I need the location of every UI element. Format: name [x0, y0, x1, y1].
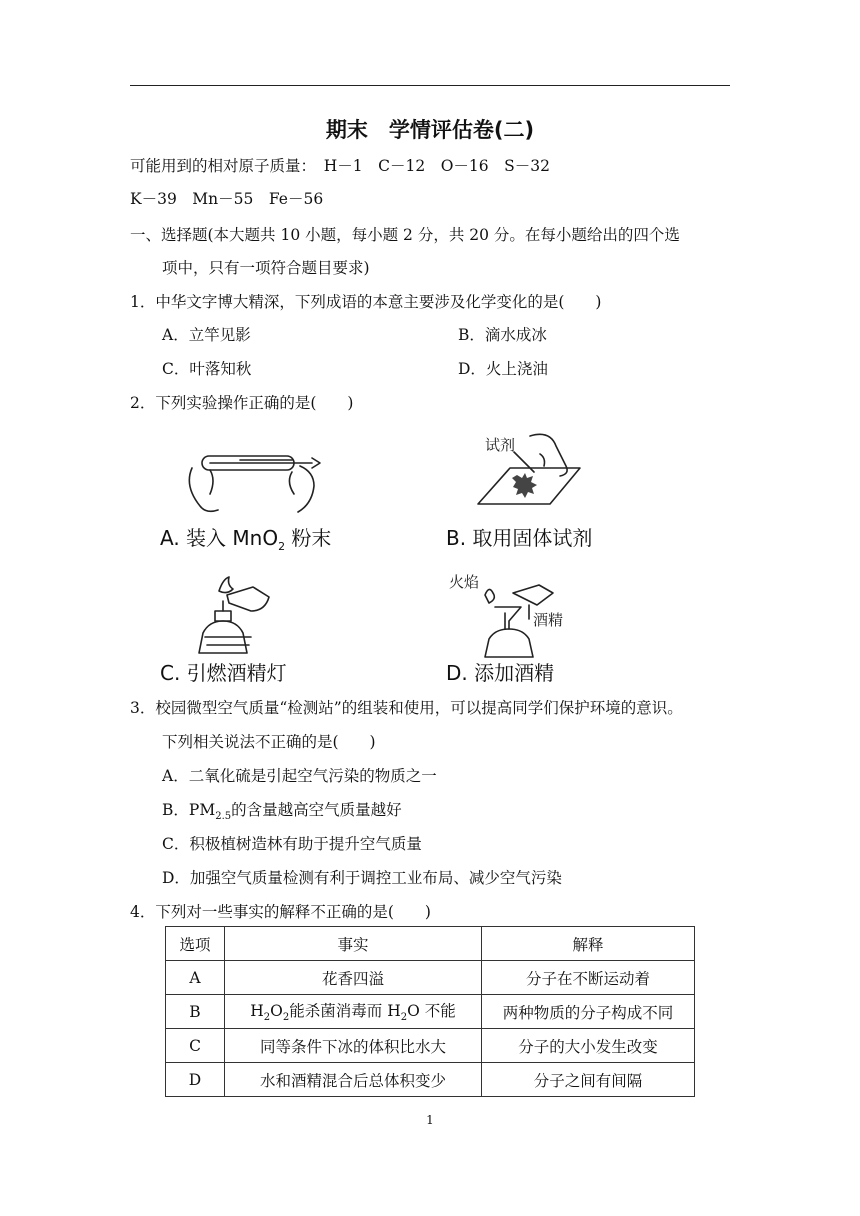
top-rule [130, 85, 730, 86]
q3-option-a: A．二氧化硫是引起空气污染的物质之一 [162, 767, 437, 785]
atomic-mass-line-2: K－39 Mn－55 Fe－56 [130, 190, 324, 208]
table-row [166, 995, 695, 1029]
q1-option-d: D．火上浇油 [458, 360, 548, 378]
figure-a-mno2-powder [180, 440, 340, 520]
page-number: 1 [426, 1113, 434, 1127]
figure-d-adding-alcohol [445, 565, 575, 660]
table-cell-explanation: 分子的大小发生改变 [482, 1029, 695, 1063]
table-cell-fact: 同等条件下冰的体积比水大 [225, 1029, 482, 1063]
table-header-cell: 解释 [482, 927, 695, 961]
table-cell-explanation: 两种物质的分子构成不同 [482, 995, 695, 1029]
q2-stem: 2．下列实验操作正确的是( ) [130, 394, 354, 412]
atomic-mass-line-1: 可能用到的相对原子质量： H－1 C－12 O－16 S－32 [130, 157, 550, 175]
q4-table [165, 926, 695, 1097]
q1-stem: 1．中华文字博大精深，下列成语的本意主要涉及化学变化的是( ) [130, 293, 602, 311]
q1-option-c: C．叶落知秋 [162, 360, 252, 378]
section1-instructions-line-2: 项中，只有一项符合题目要求) [162, 259, 370, 277]
q3-option-c: C．积极植树造林有助于提升空气质量 [162, 835, 422, 853]
svg-text:火焰: 火焰 [449, 573, 480, 591]
q3-stem-line-1: 3．校园微型空气质量“检测站”的组装和使用，可以提高同学们保护环境的意识。 [130, 699, 683, 717]
table-row [166, 1029, 695, 1063]
table-cell-fact: 水和酒精混合后总体积变少 [225, 1063, 482, 1097]
table-header-row [166, 927, 695, 961]
q3-option-b: B．$PM_{2.5}$的含量越高空气质量越好 [162, 801, 402, 823]
q3-option-d: D．加强空气质量检测有利于调控工业布局、减少空气污染 [162, 869, 562, 887]
q3-stem-line-2: 下列相关说法不正确的是( ) [162, 733, 376, 751]
table-row [166, 961, 695, 995]
figure-c-lighting-lamp [185, 575, 285, 655]
figure-b-solid-reagent [470, 428, 600, 513]
page-title: 期末 学情评估卷(二) [325, 118, 535, 142]
table-cell-fact: 花香四溢 [225, 961, 482, 995]
q2-caption-b: B. 取用固体试剂 [446, 526, 593, 550]
table-cell-option: D [166, 1063, 225, 1097]
q2-caption-a: A. 装入 MnO$_2$ 粉末 [160, 526, 332, 553]
table-cell-explanation: 分子之间有间隔 [482, 1063, 695, 1097]
table-cell-option: A [166, 961, 225, 995]
q2-caption-c: C. 引燃酒精灯 [160, 661, 287, 685]
svg-text:酒精: 酒精 [533, 611, 564, 629]
q1-option-a: A．立竿见影 [162, 326, 251, 344]
table-cell-fact: $H_2O_2$能杀菌消毒而 $H_2O$ 不能 [225, 995, 482, 1029]
table-row [166, 1063, 695, 1097]
table-header-cell: 事实 [225, 927, 482, 961]
section1-instructions-line-1: 一、选择题(本大题共 10 小题，每小题 2 分，共 20 分。在每小题给出的四个选 [130, 226, 680, 244]
svg-text:试剂: 试剂 [485, 436, 516, 454]
table-cell-option: B [166, 995, 225, 1029]
q2-caption-d: D. 添加酒精 [446, 661, 555, 685]
q4-stem: 4．下列对一些事实的解释不正确的是( ) [130, 903, 431, 921]
table-cell-option: C [166, 1029, 225, 1063]
q1-option-b: B．滴水成冰 [458, 326, 547, 344]
table-header-cell: 选项 [166, 927, 225, 961]
table-cell-explanation: 分子在不断运动着 [482, 961, 695, 995]
